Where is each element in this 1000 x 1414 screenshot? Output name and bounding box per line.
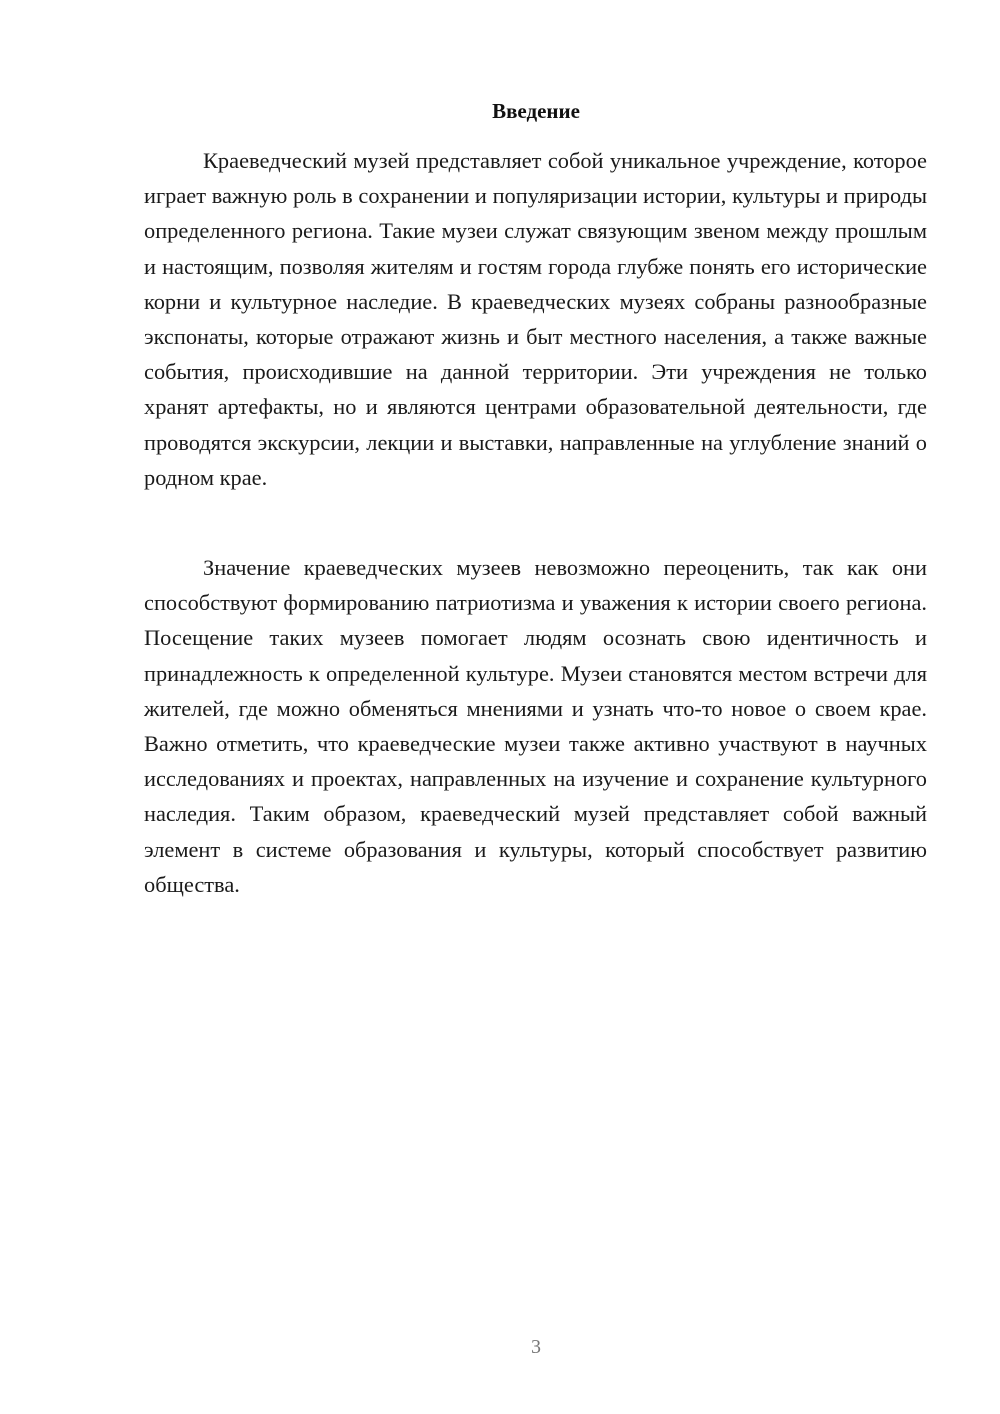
paragraph-1: Краеведческий музей представляет собой уникальное учреждение, которое играет важную роль в сохранении и популяризации истории, культуры и природы определенного региона. Такие музеи служат связующим звеном между прошлым и настоящим, позволяя жителям и гостям города глубже понять его исторические корни и культурное наследие. В краеведческих музеях собраны разнообразные экспонаты, которые отражают жизнь и быт местного населения, а также важные события, происходившие на данной территории. Эти учреждения не только хранят артефакты, но и являются центрами образовательной деятельности, где проводятся экскурсии, лекции и выставки, направленные на углубление знаний о родном крае. [144, 148, 927, 490]
section-heading: Введение [492, 99, 580, 123]
page-number: 3 [531, 1336, 541, 1358]
paragraph-2: Значение краеведческих музеев невозможно переоценить, так как они способствуют формированию патриотизма и уважения к истории своего региона. Посещение таких музеев помогает людям осознать свою идентичность и принадлежность к определенной культуре. Музеи становятся местом встречи для жителей, где можно обменяться мнениями и узнать что-то новое о своем крае. Важно отметить, что краеведческие музеи также активно участвуют в научных исследованиях и проектах, направленных на изучение и сохранение культурного наследия. Таким образом, краеведческий музей представляет собой важный элемент в системе образования и культуры, который способствует развитию общества. [144, 555, 927, 897]
